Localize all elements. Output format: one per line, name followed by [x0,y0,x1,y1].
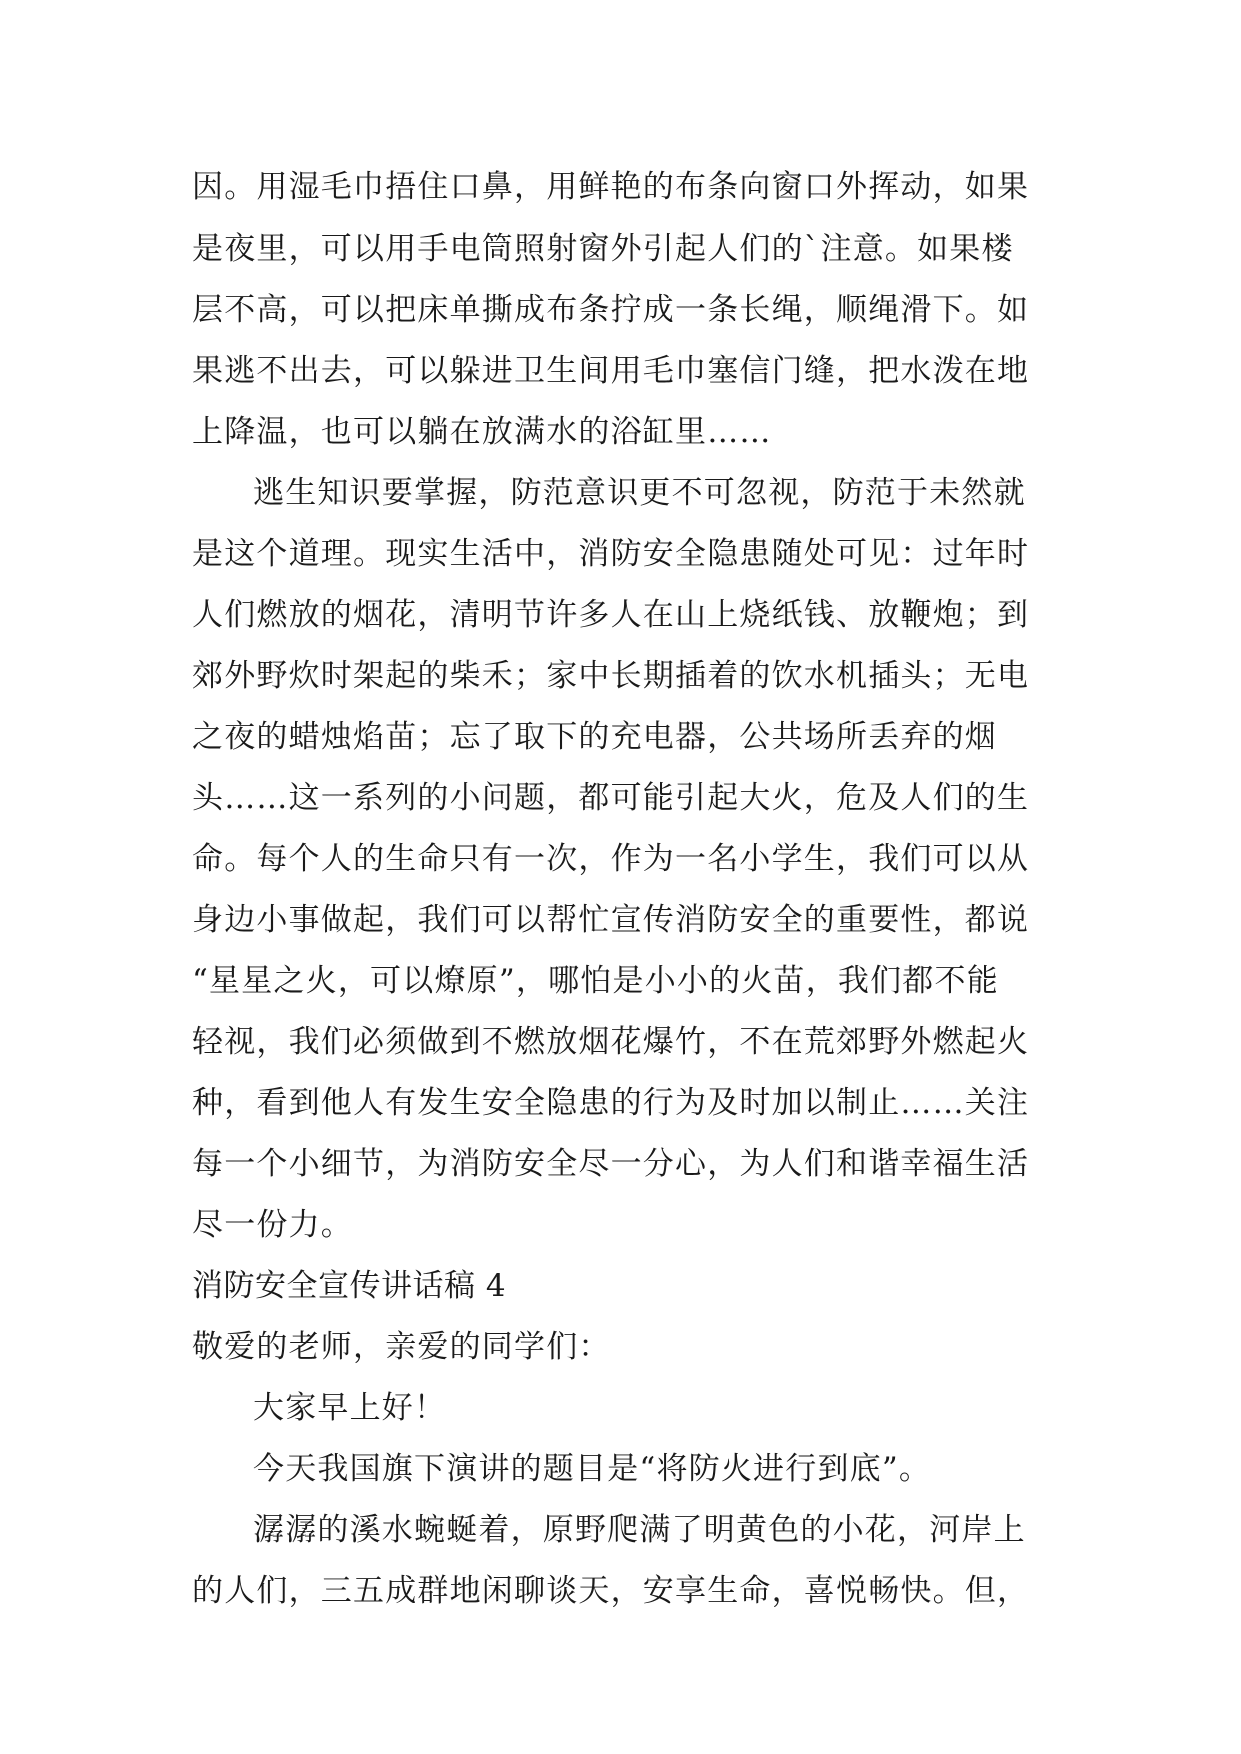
text-line: 人们燃放的烟花，清明节许多人在山上烧纸钱、放鞭炮；到 [192,597,1030,633]
salutation: 敬爱的老师，亲爱的同学们： [192,1329,611,1365]
text-line: 的人们，三五成群地闲聊谈天，安享生命，喜悦畅快。但， [192,1573,1030,1609]
text-line: 郊外野炊时架起的柴禾；家中长期插着的饮水机插头；无电 [192,658,1030,694]
text-line: 种，看到他人有发生安全隐患的行为及时加以制止……关注 [192,1085,1030,1121]
text-line: 每一个小细节，为消防安全尽一分心，为人们和谐幸福生活 [192,1146,1030,1182]
greeting: 大家早上好！ [253,1390,447,1426]
text-line: 是这个道理。现实生活中，消防安全隐患随处可见：过年时 [192,536,1030,572]
paragraph-first-line: 今天我国旗下演讲的题目是“将防火进行到底”。 [253,1451,932,1487]
text-line: 尽一份力。 [192,1207,353,1243]
text-line: 层不高，可以把床单撕成布条拧成一条长绳，顺绳滑下。如 [192,292,1030,328]
text-line: 上降温，也可以躺在放满水的浴缸里…… [192,414,772,450]
paragraph-first-line: 逃生知识要掌握，防范意识更不可忽视，防范于未然就 [253,475,1026,511]
section-title: 消防安全宣传讲话稿 4 [192,1268,507,1304]
text-line: 身边小事做起，我们可以帮忙宣传消防安全的重要性，都说 [192,902,1030,938]
text-line: “星星之火，可以燎原”，哪怕是小小的火苗，我们都不能 [192,963,999,999]
text-line: 果逃不出去，可以躲进卫生间用毛巾塞信门缝，把水泼在地 [192,353,1030,389]
paragraph-first-line: 潺潺的溪水蜿蜒着，原野爬满了明黄色的小花，河岸上 [253,1512,1026,1548]
text-line: 轻视，我们必须做到不燃放烟花爆竹，不在荒郊野外燃起火 [192,1024,1030,1060]
text-line: 头……这一系列的小问题，都可能引起大火，危及人们的生 [192,780,1030,816]
text-line: 之夜的蜡烛焰苗；忘了取下的充电器，公共场所丢弃的烟 [192,719,997,755]
text-line: 是夜里，可以用手电筒照射窗外引起人们的`注意。如果楼 [192,231,1014,267]
text-line: 命。每个人的生命只有一次，作为一名小学生，我们可以从 [192,841,1030,877]
text-line: 因。用湿毛巾捂住口鼻，用鲜艳的布条向窗口外挥动，如果 [192,169,1030,205]
